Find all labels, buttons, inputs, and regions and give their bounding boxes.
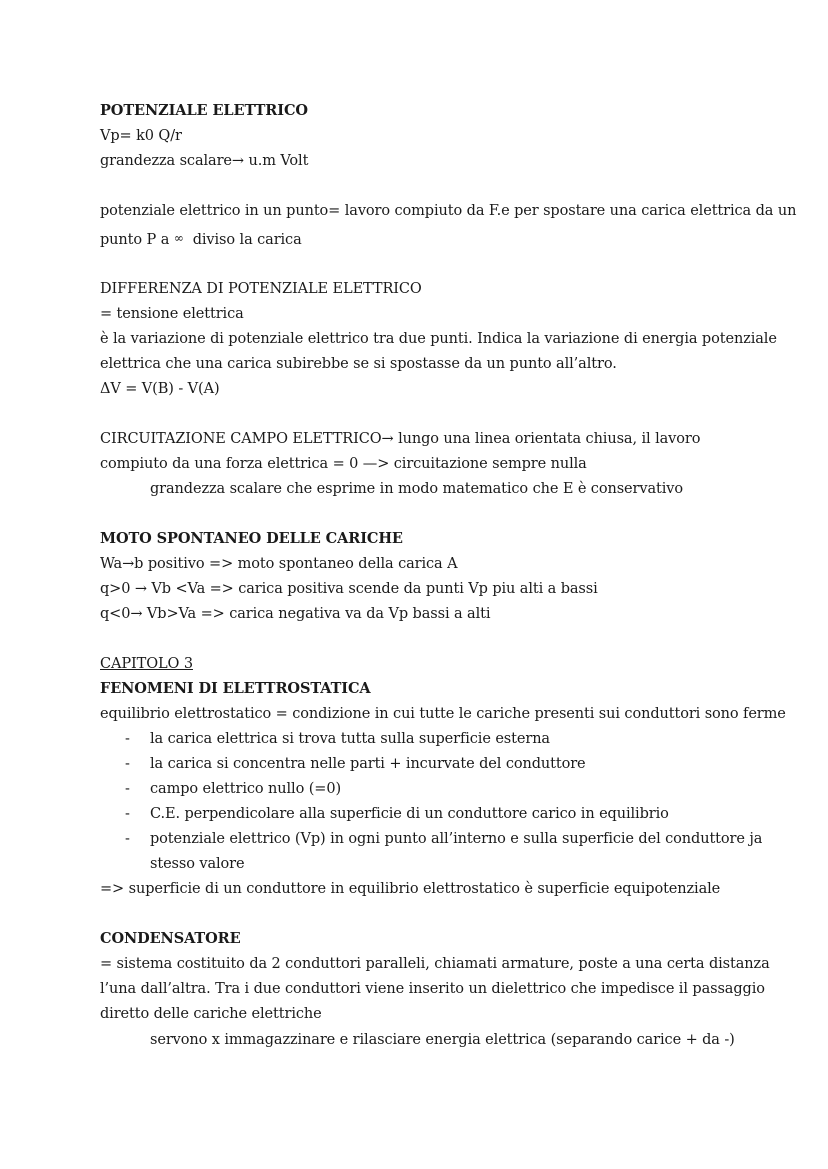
differenza-desc-2: elettrica che una carica subirebbe se si spostasse da un punto all’altro. bbox=[100, 356, 617, 372]
condensatore-line-1: = sistema costituito da 2 conduttori paralleli, chiamati armature, poste a una certa distanza bbox=[100, 956, 770, 972]
chapter-intro: equilibrio elettrostatico = condizione in cui tutte le cariche presenti sui conduttori sono ferme bbox=[100, 706, 786, 722]
section-title-differenza: DIFFERENZA DI POTENZIALE ELETTRICO bbox=[100, 281, 422, 297]
differenza-alias: = tensione elettrica bbox=[100, 306, 244, 322]
circuitazione-line-1: CIRCUITAZIONE CAMPO ELETTRICO→ lungo una linea orientata chiusa, il lavoro bbox=[100, 431, 701, 447]
circuitazione-line-2: compiuto da una forza elettrica = 0 —> circuitazione sempre nulla bbox=[100, 456, 587, 472]
infinity-icon: ∞ bbox=[173, 231, 184, 245]
differenza-formula: ΔV = V(B) - V(A) bbox=[100, 381, 220, 397]
moto-line-2: q>0 → Vb <Va => carica positiva scende da punti Vp piu alti a bassi bbox=[100, 581, 598, 597]
condensatore-line-3: diretto delle cariche elettriche bbox=[100, 1006, 322, 1022]
section-title-moto: MOTO SPONTANEO DELLE CARICHE bbox=[100, 530, 403, 547]
definition-text-a: punto P a bbox=[100, 232, 170, 248]
condensatore-line-2: l’una dall’altra. Tra i due conduttori viene inserito un dielettrico che impedisce il passaggio bbox=[100, 981, 765, 997]
chapter-label: CAPITOLO 3 bbox=[100, 656, 193, 672]
section-title-potenziale: POTENZIALE ELETTRICO bbox=[100, 102, 308, 119]
bullet-item: la carica elettrica si trova tutta sulla superficie esterna bbox=[150, 731, 550, 747]
differenza-desc-1: è la variazione di potenziale elettrico tra due punti. Indica la variazione di energia potenziale bbox=[100, 331, 777, 347]
bullet-marker: - bbox=[125, 831, 130, 847]
section-title-condensatore: CONDENSATORE bbox=[100, 930, 241, 947]
moto-line-1: Wa→b positivo => moto spontaneo della carica A bbox=[100, 556, 458, 572]
chapter-conclusion: => superficie di un conduttore in equilibrio elettrostatico è superficie equipotenziale bbox=[100, 881, 721, 897]
chapter-title: FENOMENI DI ELETTROSTATICA bbox=[100, 680, 371, 697]
bullet-marker: - bbox=[125, 806, 130, 822]
bullet-item: C.E. perpendicolare alla superficie di un conduttore carico in equilibrio bbox=[150, 806, 669, 822]
unit-line: grandezza scalare→ u.m Volt bbox=[100, 153, 309, 169]
definition-line-2 bbox=[100, 228, 302, 250]
bullet-item: potenziale elettrico (Vp) in ogni punto all’interno e sulla superficie del conduttore ja bbox=[150, 831, 763, 847]
bullet-marker: - bbox=[125, 781, 130, 797]
formula-potenziale: Vp= k0 Q/r bbox=[100, 128, 182, 144]
definition-line-1: potenziale elettrico in un punto= lavoro compiuto da F.e per spostare una carica elettrica da un bbox=[100, 203, 797, 219]
moto-line-3: q<0→ Vb>Va => carica negativa va da Vp bassi a alti bbox=[100, 606, 491, 622]
condensatore-line-4: servono x immagazzinare e rilasciare energia elettrica (separando carice + da -) bbox=[150, 1032, 735, 1048]
bullet-item: campo elettrico nullo (=0) bbox=[150, 781, 341, 797]
definition-text-b: diviso la carica bbox=[192, 232, 302, 248]
bullet-item: la carica si concentra nelle parti + incurvate del conduttore bbox=[150, 756, 586, 772]
bullet-continuation: stesso valore bbox=[150, 856, 245, 872]
bullet-marker: - bbox=[125, 756, 130, 772]
bullet-marker: - bbox=[125, 731, 130, 747]
circuitazione-line-3: grandezza scalare che esprime in modo matematico che E è conservativo bbox=[150, 481, 683, 497]
